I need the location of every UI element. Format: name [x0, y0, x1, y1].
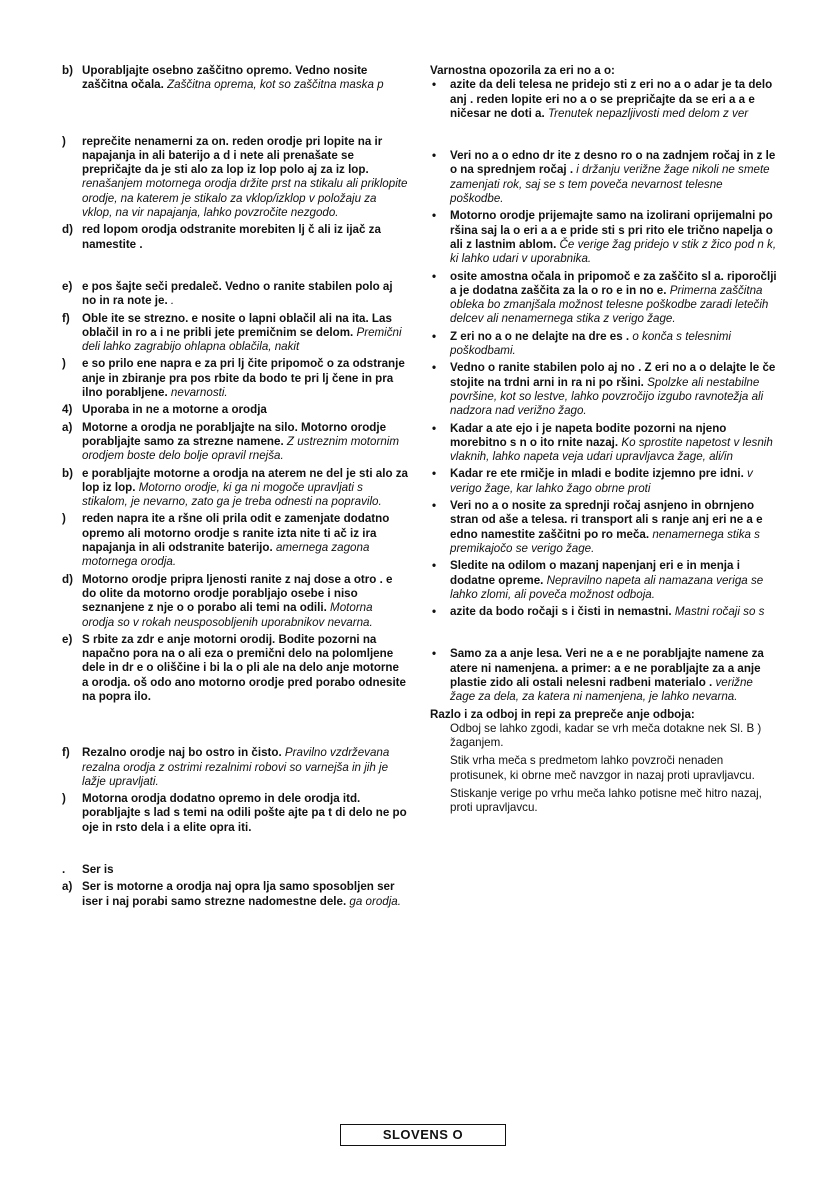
bullet-italic-text: v verigo žage, kar lahko žago obrne proti — [450, 467, 753, 495]
item-italic-text: Premični deli lahko zagrabijo ohlapna oblačila, nakit — [82, 325, 402, 354]
item-label: ) — [62, 792, 66, 806]
item-bold-text: e porabljajte motorne a orodja na aterem ne del je sti alo za lop iz lop. — [82, 466, 409, 494]
bullet-bold-text: azite da bodo ročaji s i čisti in nemastni. — [450, 605, 672, 619]
safety-warnings-heading: Varnostna opozorila za eri no a o: — [430, 64, 615, 77]
item-label: a) — [62, 880, 73, 894]
item-italic-text: . — [170, 294, 175, 308]
bullet-bold-text: Veri no a o nosite za sprednji ročaj asnjeno in obrnjeno stran od aše a telesa. ri transport ali s ranje anj eri ne a e edno namestite zaščitni po ro meča. — [450, 499, 763, 541]
bullet-italic-text: Primerna zaščitna obleka bo zmanjšala možnost telesne poškodbe zaradi letečih delcev ali nenamernega stika z verigo žage. — [450, 283, 769, 326]
list-item — [62, 280, 408, 309]
bullet-bold-text: Samo za a anje lesa. Veri ne a e ne porabljajte namene za atere ni namenjena. a primer: a e ne porabljajte za a anje plastie zido ali ostali nelesni radbeni materialo . — [450, 647, 764, 689]
item-bold-text: reden napra ite a ršne oli prila odit e zamenjate dodatno opremo ali motorno orodje s ranite izta nite ti ač iz ira napajanja in ali odstranite baterijo. — [82, 512, 390, 555]
bullet-bold-text: Veri no a o edno dr ite z desno ro o na zadnjem ročaj in z le o na sprednjem ročaj . — [450, 149, 776, 177]
kickback-paragraph: Odboj se lahko zgodi, kadar se vrh meča dotakne nek Sl. B ) žaganjem. — [450, 721, 762, 750]
list-item — [62, 223, 408, 252]
item-bold-text: Ser is — [82, 863, 114, 877]
language-footer-box: SLOVENS O — [340, 1124, 506, 1146]
item-italic-text: renašanjem motornega orodja držite prst na stikalu ali priklopite orodje, na katerem je stikalo za vklop/izklop v položaju za vklop, na vir napajanja, lahko povzročite nezgodo. — [82, 177, 408, 220]
bullet-icon: • — [432, 269, 437, 283]
bullet-item — [430, 559, 778, 602]
item-label: . — [62, 863, 66, 877]
item-label: b) — [62, 466, 73, 480]
list-item — [62, 573, 408, 630]
bullet-item — [430, 499, 778, 556]
bullet-italic-text: Nepravilno napeta ali namazana veriga se lahko zlomi, ali poveča možnost odboja. — [450, 573, 764, 601]
bullet-item — [430, 270, 778, 327]
left-column — [62, 64, 408, 912]
item-bold-text: Motorno orodje pripra ljenosti ranite z naj dose a otro . e do olite da motorno orodje porabljajo osebe i niso seznanjene z nje o o porabo ali temi na odili. — [82, 572, 393, 615]
bullet-bold-text: Vedno o ranite stabilen polo aj no . Z eri no a o delajte le če stojite na trdni arni in ra ni po ršini. — [450, 361, 776, 389]
list-item — [62, 312, 408, 355]
list-item — [62, 633, 408, 704]
item-bold-text: Uporaba in ne a motorne a orodja — [82, 403, 267, 417]
item-italic-text: Z ustreznim motornim orodjem boste delo bolje opravil rnejša. — [82, 434, 400, 463]
item-bold-text: Motorne a orodja ne porabljajte na silo. Motorno orodje porabljajte samo za strezne namene. — [82, 420, 387, 448]
bullet-bold-text: Motorno orodje prijemajte samo na izolirani oprijemalni po ršina saj la o eri a a e pride sti s pri rito ele trično napelja o ali z lastnim ablom. — [450, 209, 773, 251]
item-bold-text: Motorna orodja dodatno opremo in dele orodja itd. porabljajte s lad s temi na odili pošte ajte pa t di delo ne po oje in rsto dela i a elite opra iti. — [82, 792, 407, 834]
item-bold-text: Uporabljajte osebno zaščitno opremo. Vedno nosite zaščitna očala. — [82, 64, 368, 92]
item-italic-text: Motorno orodje, ki ga ni mogoče upravljati s stikalom, je nevarno, zato ga je treba odnesti na popravilo. — [82, 480, 382, 509]
bullet-italic-text: Mastni ročaji so s — [674, 605, 765, 619]
item-bold-text: Rezalno orodje naj bo ostro in čisto. — [82, 746, 282, 760]
item-italic-text: amernega zagona motornega orodja. — [82, 541, 370, 569]
bullet-icon: • — [432, 467, 437, 481]
item-label: e) — [62, 632, 73, 646]
bullet-bold-text: osite amostna očala in pripomoč e za zaščito sl a. riporočlji a je dodatna zaščita za la o ro e in no e. — [450, 269, 777, 297]
bullet-item — [430, 149, 778, 206]
bullet-item — [430, 330, 778, 359]
bullet-icon: • — [432, 421, 437, 435]
list-item — [62, 135, 408, 221]
item-label: ) — [62, 357, 66, 371]
bullet-item — [430, 605, 778, 619]
bullet-bold-text: azite da deli telesa ne pridejo sti z eri no a o adar je ta delo anj . reden lopite eri no a o se prepričajte da se eri a a e ničesar ne doti a. — [450, 78, 773, 120]
list-item — [62, 746, 408, 789]
item-label: 4) — [62, 403, 73, 417]
item-bold-text: e so prilo ene napra e za pri lj čite pripomoč o za odstranje anje in zbiranje pra pos rbite da bodo te pri lj čene in pra ilno porabljene. — [82, 357, 405, 400]
item-label: d) — [62, 223, 73, 237]
bullet-italic-text: nenamernega stika s premikajočo se verigo žage. — [450, 527, 760, 555]
item-label: f) — [62, 746, 70, 760]
bullet-item — [430, 422, 778, 465]
spacer — [62, 909, 408, 912]
list-item — [62, 880, 408, 909]
item-italic-text: nevarnosti. — [170, 386, 228, 400]
list-item — [62, 792, 408, 835]
bullet-icon: • — [432, 78, 437, 92]
bullet-icon: • — [432, 361, 437, 375]
bullet-bold-text: Z eri no a o ne delajte na dre es . — [450, 329, 630, 343]
item-bold-text: e pos šajte seči predaleč. Vedno o ranite stabilen polo aj no in ra note je. — [82, 279, 393, 308]
item-label: d) — [62, 572, 73, 586]
bullet-bold-text: Kadar a ate ejo i je napeta bodite pozorni na njeno morebitno s n o ito rnite nazaj. — [450, 421, 727, 449]
list-item — [62, 512, 408, 569]
bullet-italic-text: Ko sprostite napetost v lesnih vlaknih, lahko napeta veja udari upravljavca žage, ali/in — [450, 435, 773, 464]
list-item — [62, 467, 408, 510]
spacer — [430, 121, 778, 149]
item-bold-text: reprečite nenamerni za on. reden orodje pri lopite na ir napajanja in ali baterijo a d i nete ali prenašate se prepričajte da je sti alo za lop iz lop polo aj za iz lop. — [82, 134, 383, 177]
item-label: b) — [62, 64, 73, 77]
list-item — [62, 863, 408, 877]
safety-bullets — [430, 78, 778, 707]
bullet-bold-text: Kadar re ete rmičje in mladi e bodite izjemno pre idni. — [450, 467, 744, 481]
bullet-icon: • — [432, 209, 437, 223]
bullet-item — [430, 361, 778, 418]
bullet-italic-text: verižne žage za dela, za katera ni namenjena, je lahko nevarna. — [450, 675, 753, 704]
item-label: ) — [62, 512, 66, 526]
bullet-italic-text: i držanju verižne žage nikoli ne smete zamenjati rok, saj se s tem poveča nevarnost telesne poškodbe. — [450, 163, 770, 206]
item-label: e) — [62, 279, 73, 293]
item-italic-text: Zaščitna oprema, kot so zaščitna maska p — [167, 78, 384, 92]
spacer — [62, 252, 408, 280]
bullet-icon: • — [432, 329, 437, 343]
spacer — [62, 93, 408, 135]
bullet-icon: • — [432, 647, 437, 661]
bullet-bold-text: Sledite na odilom o mazanj napenjanj eri e in menja i dodatne opreme. — [450, 559, 740, 587]
list-item — [62, 421, 408, 464]
bullet-icon: • — [432, 149, 437, 163]
right-column — [430, 64, 778, 820]
kickback-heading: Razlo i za odboj in repi za prepreče anje odboja: — [430, 707, 695, 721]
kickback-paragraph: Stiskanje verige po vrhu meča lahko potisne meč hitro nazaj, proti upravljavcu. — [450, 787, 762, 815]
list-item — [62, 64, 408, 93]
bullet-italic-text: o konča s telesnimi poškodbami. — [450, 329, 731, 358]
item-bold-text: Ser is motorne a orodja naj opra lja samo sposobljen ser iser i naj porabi samo strezne nadomestne dele. — [82, 880, 395, 908]
spacer — [62, 835, 408, 863]
spacer — [430, 619, 778, 647]
bullet-item — [430, 78, 778, 121]
kickback-paragraphs — [430, 722, 778, 816]
kickback-paragraph: Stik vrha meča s predmetom lahko povzroči nenaden protisunek, ki obrne meč navzgor in nazaj proti upravljavcu. — [450, 754, 755, 782]
bullet-item — [430, 647, 778, 704]
item-bold-text: S rbite za zdr e anje motorni orodij. Bodite pozorni na napačno pora na o ali eza o premični delo na polomljene dele in dr e o oliščine i bi la o pli ale na delo anje motorne a orodja. oš odo ano motorno orodje pred porabo odnesite na popra ilo. — [82, 632, 406, 703]
item-label: a) — [62, 420, 73, 434]
item-italic-text: ga orodja. — [349, 894, 401, 908]
bullet-italic-text: Spolzke ali nestabilne površine, kot so lestve, lahko povzročijo izgubo ravnotežja ali nadzora nad verižno žago. — [450, 375, 764, 418]
bullet-icon: • — [432, 559, 437, 573]
bullet-icon: • — [432, 605, 437, 619]
bullet-item — [430, 467, 778, 496]
list-item — [62, 357, 408, 400]
item-italic-text: Motorna orodja so v rokah neusposobljenih uporabnikov nevarna. — [82, 601, 373, 629]
item-label: ) — [62, 134, 66, 148]
item-italic-text: Pravilno vzdrževana rezalna orodja z ostrimi rezalnimi robovi so varnejša in jih je lažje upravljati. — [82, 746, 390, 788]
list-item — [62, 403, 408, 417]
item-bold-text: Oble ite se strezno. e nosite o lapni oblačil ali na ita. Las oblačil in ro a i ne pribli jete premičnim se delom. — [82, 311, 392, 339]
item-bold-text: red lopom orodja odstranite morebiten lj č ali iz ijač za namestite . — [82, 223, 381, 251]
bullet-italic-text: Če verige žag pridejo v stik z žico pod n k, ki lahko udari v uporabnika. — [450, 237, 777, 266]
bullet-icon: • — [432, 499, 437, 513]
item-label: f) — [62, 311, 70, 325]
spacer — [62, 704, 408, 746]
bullet-item — [430, 209, 778, 266]
bullet-italic-text: Trenutek nepazljivosti med delom z ver — [547, 106, 749, 120]
